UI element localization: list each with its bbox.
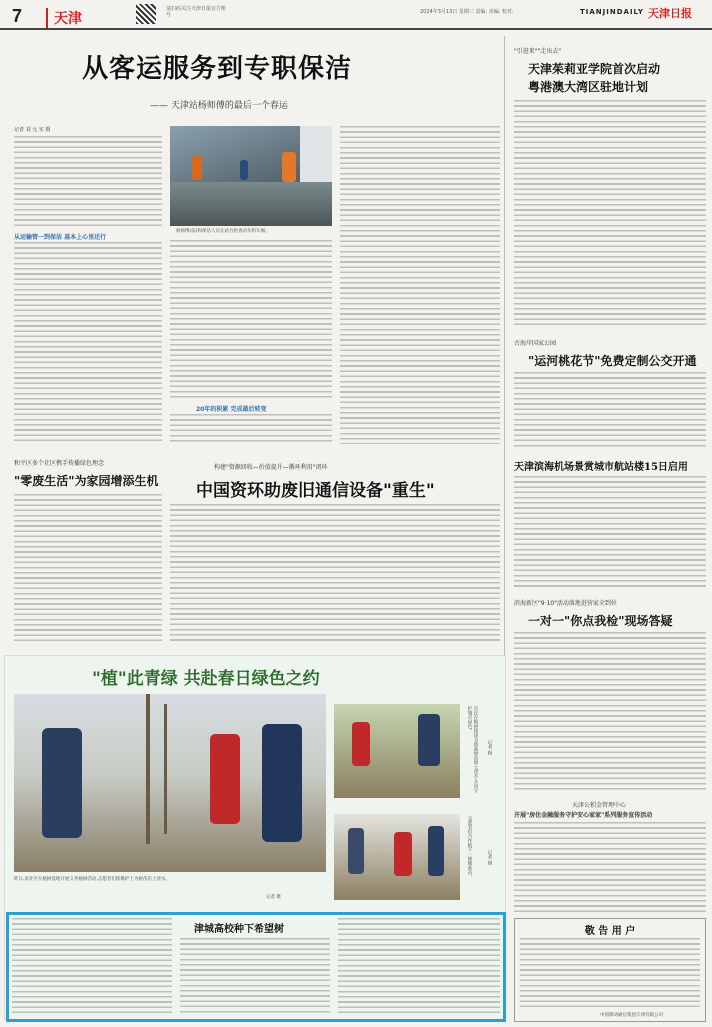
- newspaper-logo: 天津日报: [648, 7, 692, 20]
- main-tree-planting-photo: [14, 694, 326, 872]
- lead-photo: [170, 126, 332, 226]
- side-photo-caption: 市民在植树现场为新栽树苗填土浇水,共同守护城市绿色。: [467, 706, 478, 793]
- right-story2-title: "运河桃花节"免费定制公交开通: [528, 354, 697, 368]
- mid-story-title: 中国资环助废旧通信设备"重生": [196, 481, 435, 501]
- side-photo-bottom: [334, 814, 460, 900]
- mid-story-kicker: 构建"资源回收—价值提升—循环利用"闭环: [214, 464, 328, 471]
- left-story-title: "零废生活"为家园增添生机: [14, 474, 159, 488]
- lead-inline-head: 20年的积累 完成最后转变: [196, 406, 267, 413]
- notice-body: [520, 938, 700, 1008]
- left-story-body: [14, 494, 162, 644]
- right-story5-body: [514, 822, 706, 912]
- right-story1-title-line2: 粤港澳大湾区驻地计划: [528, 80, 649, 94]
- right-story2-body: [514, 372, 706, 448]
- section-label: 天津: [46, 8, 82, 28]
- right-story4-body: [514, 632, 706, 792]
- mid-story-body: [170, 504, 500, 644]
- side-photo-top: [334, 704, 460, 798]
- issue-info: 2024年3月13日 星期三 责编: 美编: 校对:: [420, 9, 514, 15]
- green-feature-title: "植"此青绿 共赴春日绿色之约: [92, 669, 320, 689]
- lead-inline-head: 从运输管一到保洁 基本上心里还行: [14, 234, 107, 241]
- side-photo-credit: 记者 摄: [487, 740, 492, 755]
- right-story1-body: [514, 100, 706, 328]
- lead-photo-caption: 杨师傅(前)和保洁人员在站台检查动车组车厢。: [176, 229, 270, 234]
- lead-body-text: [14, 242, 162, 442]
- lead-subtitle: —— 天津站杨师傅的最后一个春运: [150, 101, 288, 111]
- right-story4-title: 一对一"你点我检"现场答疑: [528, 614, 673, 628]
- bottom-story-body: [12, 918, 172, 1016]
- right-story3-body: [514, 476, 706, 588]
- bottom-story-body: [180, 938, 330, 1016]
- right-story3-title: 天津滨海机场景赏城市航站楼15日启用: [514, 462, 688, 473]
- bottom-story-title: 津城高校种下希望树: [194, 924, 284, 935]
- main-photo-caption: 昨日,南开区在植树基地开展义务植树活动,志愿者们挥锹铲土为树苗培土浇水。: [14, 877, 170, 882]
- right-story1-kicker: "引进来""走出去": [514, 48, 562, 55]
- side-photo-caption: 志愿者们合作植下一棵棵新苗。: [467, 816, 472, 879]
- bottom-story-body: [338, 918, 500, 1016]
- left-story-kicker: 和平区多个社区携手传播绿色理念: [14, 460, 105, 467]
- lead-body-text: [170, 414, 332, 444]
- right-story5-kicker: 天津公积金管理中心: [572, 802, 627, 809]
- lead-body-text: [170, 240, 332, 400]
- notice-title: 敬 告 用 户: [584, 926, 636, 937]
- qr-code-icon: [136, 4, 156, 24]
- page-number: 7: [12, 6, 23, 26]
- lead-title: 从客运服务到专职保洁: [82, 54, 353, 84]
- right-story5-title: 开展"房住金融服务守护安心家家"系列服务宣传活动: [514, 812, 653, 819]
- main-photo-credit: 记者 摄: [266, 895, 281, 900]
- notice-signature: 中国移动通信集团天津有限公司: [600, 1013, 663, 1018]
- right-story4-kicker: 滨海新区"9·10"活动落地进营家全到位: [514, 600, 617, 607]
- right-story1-title-line1: 天津茱莉亚学院首次启动: [528, 62, 661, 76]
- side-photo-credit: 记者 摄: [487, 850, 492, 865]
- lead-body-text: [14, 136, 162, 226]
- brand-name: TIANJINDAILY: [580, 8, 644, 16]
- lead-byline: 记者 刘 元 实 摄: [14, 127, 51, 133]
- header-slogan: 请扫码关注天津日报官方账号: [166, 6, 227, 18]
- lead-body-text: [340, 126, 500, 444]
- right-story2-kicker: 古海岸国家公园: [514, 340, 557, 347]
